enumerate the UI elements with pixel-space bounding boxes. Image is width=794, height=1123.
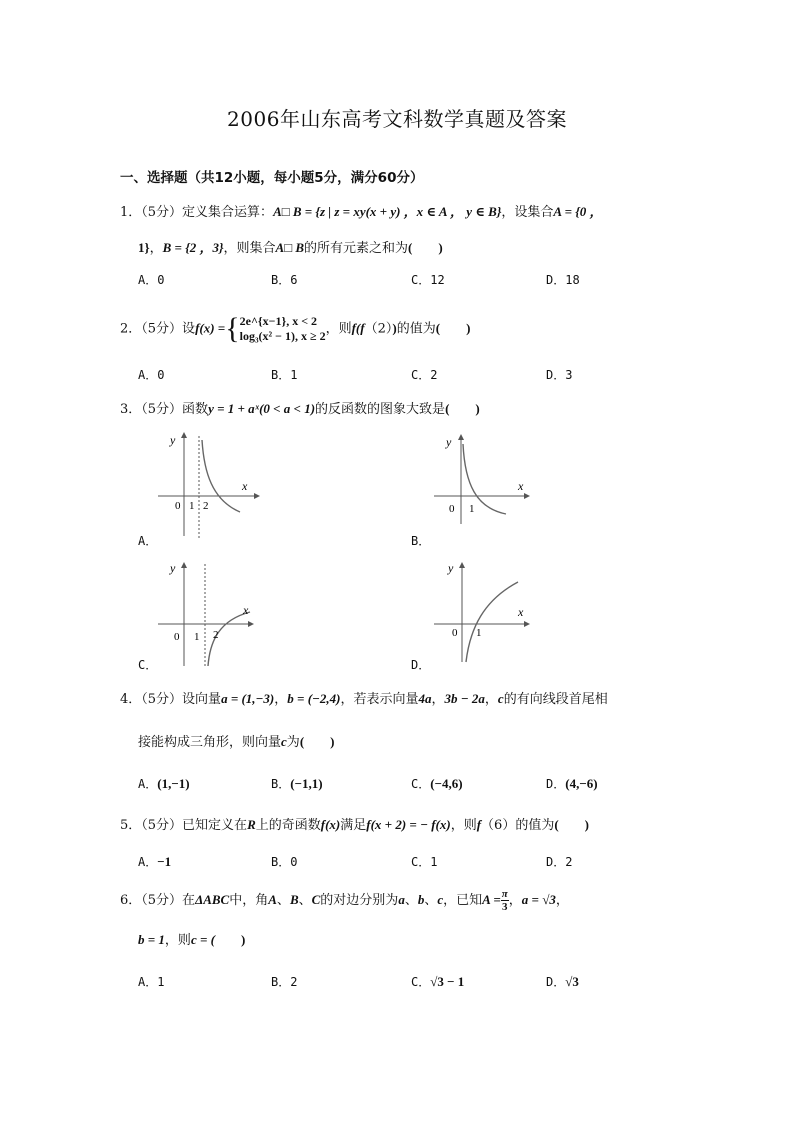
- q2-option-a[interactable]: A．0: [138, 368, 165, 382]
- svg-text:0: 0: [174, 631, 180, 643]
- svg-text:0: 0: [175, 500, 181, 512]
- x-arrow: [524, 493, 530, 499]
- section-heading: 一、选择题（共12小题，每小题5分，满分60分）: [120, 170, 424, 186]
- svg-text:2: 2: [203, 500, 209, 512]
- q1-option-b[interactable]: B．6: [271, 273, 298, 287]
- q2-option-d[interactable]: D．3: [546, 368, 573, 382]
- svg-text:1: 1: [194, 631, 200, 643]
- question-6-line-2: b = 1，则c = ( ): [138, 932, 246, 948]
- question-5-line-1: 5．（5分）已知定义在R上的奇函数f(x)满足f(x + 2) = − f(x)，则f（6）的值为( ): [120, 817, 589, 833]
- question-1-line-1: 1．（5分）定义集合运算：A□ B = {z | z = xy(x + y) ，x ∈ A ， y ∈ B}，设集合A = {0 ，: [120, 204, 603, 220]
- graph-a: [150, 432, 260, 542]
- q3-option-b[interactable]: B．: [411, 534, 431, 548]
- svg-text:y: y: [446, 435, 452, 449]
- q3-option-d[interactable]: D．: [411, 658, 431, 672]
- q6-option-a[interactable]: A．1: [138, 975, 165, 989]
- q6-option-c[interactable]: C．√3 − 1: [411, 974, 465, 989]
- q1-option-d[interactable]: D．18: [546, 273, 580, 287]
- question-2-line-1: 2．（5分）设f(x) ={2e^{x−1}, x < 2 log₃(x² − 1), x ≥ 2，则f(f（2）)的值为( ): [120, 312, 471, 345]
- svg-text:0: 0: [449, 503, 455, 515]
- svg-text:x: x: [518, 479, 524, 493]
- q5-option-a[interactable]: A．−1: [138, 854, 172, 869]
- fraction-pi-over-3: $\frac{\pi}{3}$: [501, 888, 508, 913]
- q6-option-b[interactable]: B．2: [271, 975, 298, 989]
- x-arrow: [524, 621, 530, 627]
- svg-text:x: x: [242, 479, 248, 493]
- question-number: 6．（5分）: [120, 893, 183, 908]
- q5-option-c[interactable]: C．1: [411, 855, 438, 869]
- x-arrow: [254, 493, 260, 499]
- q6-option-d[interactable]: D．√3: [546, 974, 579, 989]
- question-number: 2．（5分）: [120, 321, 183, 337]
- question-number: 5．（5分）: [120, 818, 183, 833]
- question-3-line-1: 3．（5分）函数y = 1 + aˣ(0 < a < 1)的反函数的图象大致是( ): [120, 401, 480, 417]
- q4-option-a[interactable]: A．(1,−1): [138, 776, 190, 791]
- brace: {: [225, 312, 240, 345]
- graph-c: [150, 560, 260, 670]
- svg-text:x: x: [243, 603, 249, 617]
- question-1-line-2: 1}，B = {2 ，3}，则集合A□ B的所有元素之和为( ): [138, 240, 443, 256]
- svg-text:1: 1: [469, 503, 475, 515]
- svg-text:0: 0: [452, 627, 458, 639]
- piecewise-cases: 2e^{x−1}, x < 2 log₃(x² − 1), x ≥ 2: [239, 314, 326, 343]
- y-arrow: [181, 432, 187, 438]
- x-arrow: [248, 621, 254, 627]
- q4-option-b[interactable]: B．(−1,1): [271, 776, 323, 791]
- question-4-line-2: 接能构成三角形，则向量c为( ): [138, 734, 335, 750]
- q3-option-c[interactable]: C．: [138, 658, 158, 672]
- curve: [466, 582, 518, 662]
- question-number: 4．（5分）: [120, 692, 183, 707]
- svg-text:1: 1: [476, 627, 482, 639]
- svg-text:y: y: [448, 561, 454, 575]
- q4-option-d[interactable]: D．(4,−6): [546, 776, 598, 791]
- question-4-line-1: 4．（5分）设向量a = (1,−3)，b = (−2,4)，若表示向量4a，3b − 2a，c的有向线段首尾相: [120, 691, 608, 707]
- svg-text:y: y: [170, 561, 176, 575]
- svg-text:x: x: [518, 605, 524, 619]
- question-number: 3．（5分）: [120, 402, 183, 417]
- q2-option-b[interactable]: B．1: [271, 368, 298, 382]
- q1-option-a[interactable]: A．0: [138, 273, 165, 287]
- graph-b: [432, 432, 542, 532]
- q4-option-c[interactable]: C．(−4,6): [411, 776, 463, 791]
- y-arrow: [181, 562, 187, 568]
- q5-option-b[interactable]: B．0: [271, 855, 298, 869]
- q5-option-d[interactable]: D．2: [546, 855, 573, 869]
- y-arrow: [458, 434, 464, 440]
- y-arrow: [459, 562, 465, 568]
- page-title: 2006年山东高考文科数学真题及答案: [227, 107, 567, 131]
- q2-option-c[interactable]: C．2: [411, 368, 438, 382]
- svg-text:2: 2: [213, 629, 219, 641]
- svg-text:y: y: [170, 433, 176, 447]
- svg-text:1: 1: [189, 500, 195, 512]
- question-number: 1．（5分）: [120, 205, 183, 220]
- graph-d: [432, 558, 542, 668]
- q3-option-a[interactable]: A．: [138, 534, 158, 548]
- question-6-line-1: 6．（5分）在ΔABC中，角A、B、C的对边分别为a、b、c，已知A = $\frac{\pi}{3}$ ，a = √3，: [120, 888, 569, 913]
- q1-option-c[interactable]: C．12: [411, 273, 445, 287]
